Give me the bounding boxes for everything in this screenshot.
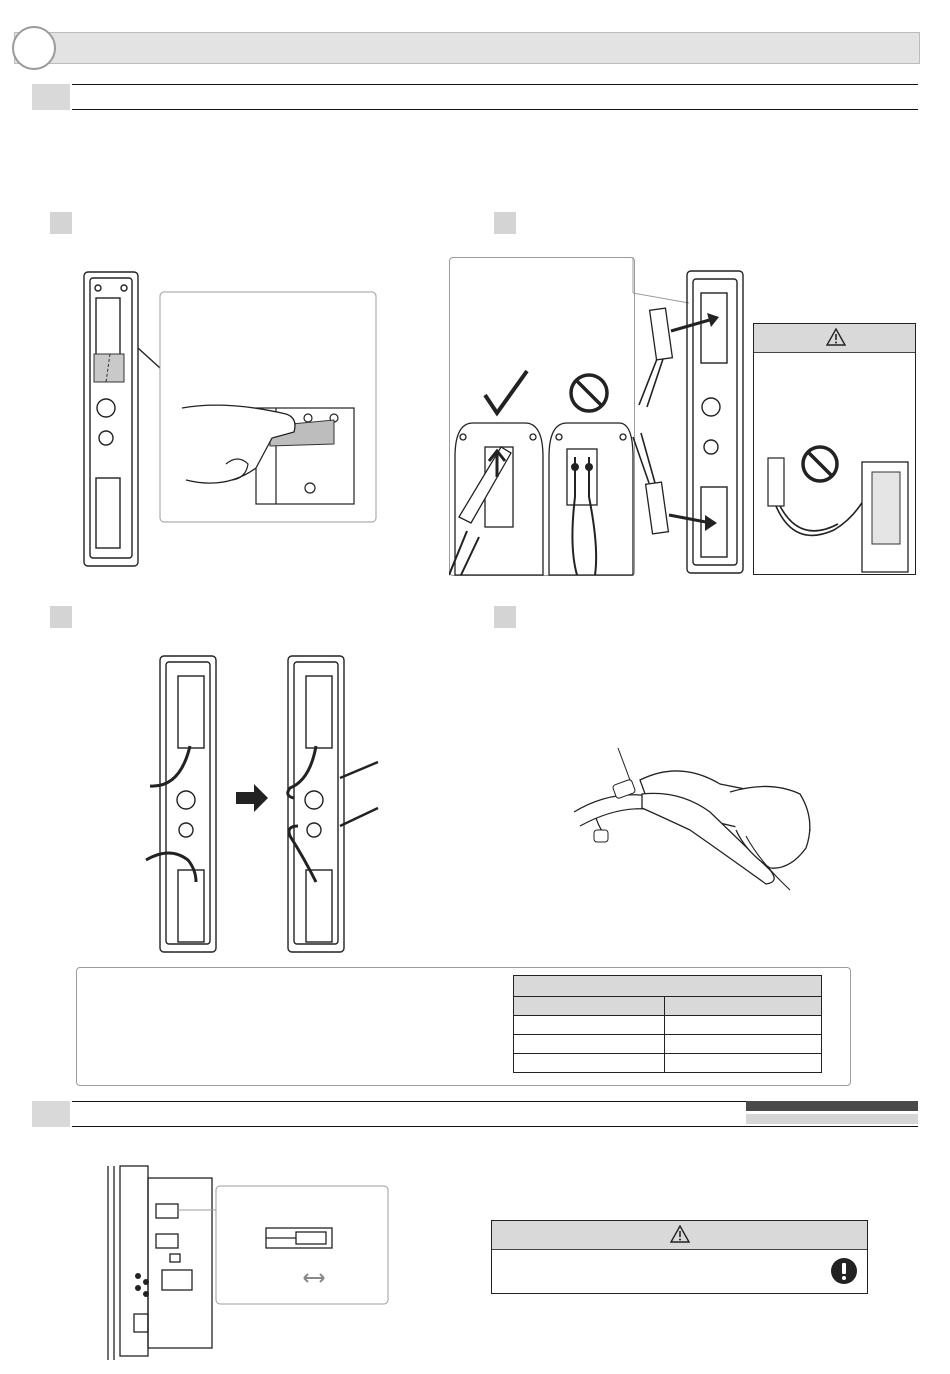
table-cell xyxy=(514,1035,665,1054)
mandatory-action-icon xyxy=(830,1257,858,1285)
step1-illustration xyxy=(76,268,386,568)
warning-box xyxy=(491,1220,868,1294)
step4-illustration xyxy=(570,740,820,900)
prohibited-icon xyxy=(803,447,837,481)
switch-illustration xyxy=(100,1164,392,1364)
prohibited-icon xyxy=(571,375,607,411)
spec-col-1 xyxy=(514,997,665,1016)
caution-illustration xyxy=(754,352,915,574)
page-title-bar xyxy=(14,32,920,64)
section1-heading xyxy=(72,84,918,110)
warning-header xyxy=(492,1221,867,1250)
table-cell xyxy=(665,1035,822,1054)
spec-table-title xyxy=(514,976,822,997)
check-icon xyxy=(485,371,527,413)
table-cell xyxy=(514,1054,665,1073)
warning-triangle-icon xyxy=(826,328,846,346)
table-cell xyxy=(665,1016,822,1035)
step1-marker xyxy=(50,212,72,234)
warning-triangle-icon xyxy=(670,1225,690,1243)
step4-marker xyxy=(494,606,516,628)
section2-light-bar xyxy=(746,1114,918,1124)
arrow-right-icon xyxy=(236,784,268,812)
step3-marker xyxy=(50,606,72,628)
spec-table xyxy=(513,975,822,1073)
caution-header xyxy=(754,324,915,353)
connector-top-icon xyxy=(639,308,719,407)
step3-illustration xyxy=(140,650,390,956)
table-cell xyxy=(665,1054,822,1073)
table-cell xyxy=(514,1016,665,1035)
switch-zoom-panel xyxy=(216,1186,388,1304)
step2-marker xyxy=(494,212,516,234)
label-highlight xyxy=(94,354,124,382)
section1-marker xyxy=(32,84,70,110)
title-circle-icon xyxy=(12,26,56,70)
step2-caution-box xyxy=(753,323,916,575)
spec-col-2 xyxy=(665,997,822,1016)
section2-dark-bar xyxy=(746,1101,918,1111)
section2-marker xyxy=(32,1101,70,1127)
